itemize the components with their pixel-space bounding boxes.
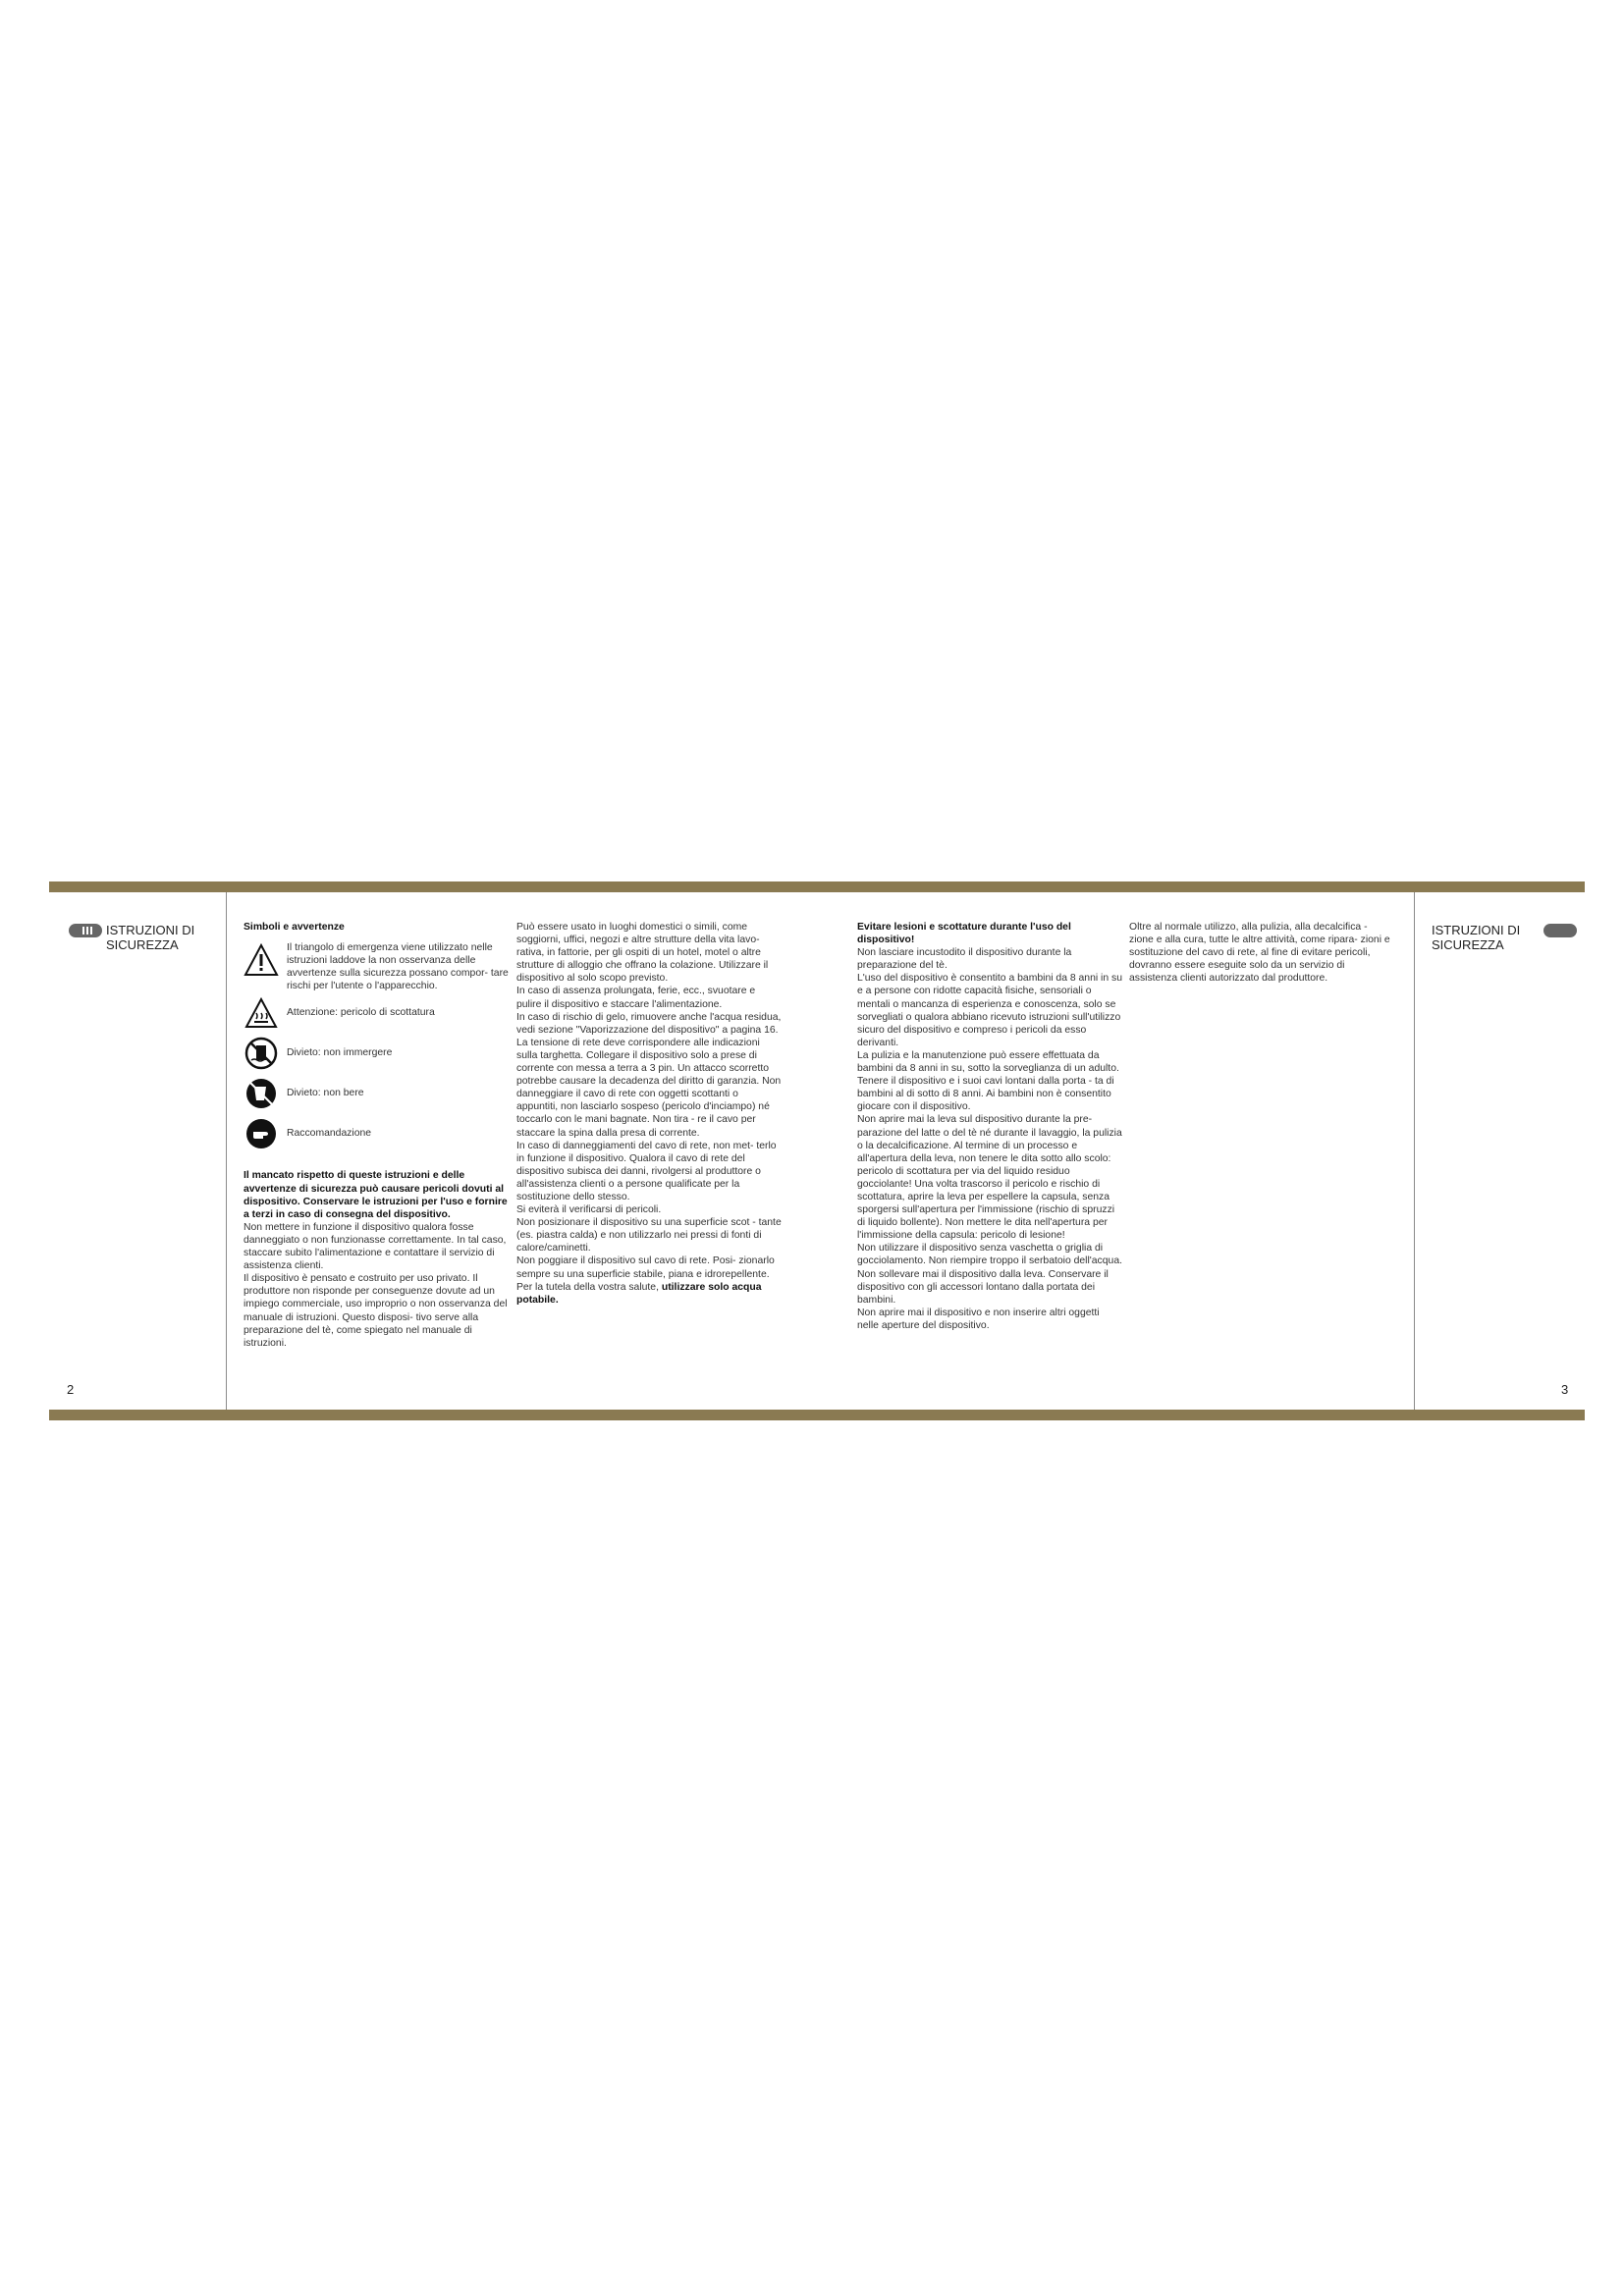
warning-triangle-icon [244, 943, 279, 979]
no-drink-icon [244, 1076, 279, 1111]
section-tab-icon-right [1543, 924, 1577, 937]
left-section-title: ISTRUZIONI DI SICUREZZA [106, 923, 195, 952]
symbol-label: Attenzione: pericolo di scottatura [287, 1007, 435, 1019]
symbol-row-recommend [244, 1113, 509, 1153]
right-section-title: ISTRUZIONI DI SICUREZZA [1432, 923, 1521, 952]
triangle-text-start: Il triangolo di emergenza viene utilizzato nelle istruzioni laddove la non osservanza delle avvertenze sulla sicurezza possano compor- tare rischi per l'utente o l'apparecchio. [287, 942, 509, 992]
symbol-label: Divieto: non bere [287, 1088, 364, 1099]
col4-body: Oltre al normale utilizzo, alla pulizia, alla decalcifica - zione e alla cura, tutte le altre attività, come ripara- zioni e sostituzione del cavo di rete, al fine di evitare pericoli, dovranno essere eseguite solo da un servizio di assistenza clienti autorizzato dal produttore. [1129, 922, 1390, 985]
column-usage [516, 921, 782, 1307]
symbol-label: Divieto: non immergere [287, 1047, 393, 1059]
left-margin-divider [226, 892, 227, 1410]
symbol-row-hot [244, 992, 509, 1033]
symbol-row-immerse [244, 1033, 509, 1073]
injuries-heading: Evitare lesioni e scottature durante l'uso del dispositivo! [857, 922, 1071, 946]
col2-closing-text: Per la tutela della vostra salute, [516, 1281, 662, 1293]
section-tab-icon [69, 924, 102, 937]
symbol-row-drink [244, 1073, 509, 1113]
warning-triangle-row [244, 941, 509, 992]
bottom-decorative-bar [49, 1410, 1585, 1420]
col3-body: Non lasciare incustodito il dispositivo durante la preparazione del tè. L'uso del dispositivo è consentito a bambini da 8 anni in su e a persone con ridotte capacità fisiche, sensoriali o mentali o mancanza di esperienza e conoscenza, solo se sorvegliati o qualora abbiano ricevuto istruzioni sull'utilizzo sicuro del dispositivo e compreso i pericoli da esso derivanti. La pulizia e la manutenzione può essere effettuata da bambini da 8 anni in su, sotto la sorveglianza di un adulto. Tenere il dispositivo e i suoi cavi lontani dalla porta - ta di bambini al di sotto di 8 anni. Ai bambini non è consentito giocare con il dispositivo. Non aprire mai la leva sul dispositivo durante la pre- parazione del latte o del tè né durante il lavaggio, la pulizia o la decalcificazione. Al termine di un processo e all'apertura della leva, non tenere le dita sotto allo scolo: pericolo di scottatura per via del liquido residuo gocciolante! Una volta trascorso il pericolo e rischio di scottatura, aprire la leva per espellere la capsula, senza sporgersi sull'apertura per l'immissione (rischio di spruzzi di liquido bollente). Non mettere le dita nell'apertura per l'immissione della capsula: pericolo di lesione! Non utilizzare il dispositivo senza vaschetta o griglia di gocciolamento. Non riempire troppo il serbatoio dell'acqua. Non sollevare mai il dispositivo dalla leva. Conservare il dispositivo con gli accessori lontano dalla portata dei bambini. Non aprire mai il dispositivo e non inserire altri oggetti nelle aperture del dispositivo. [857, 947, 1123, 1331]
column-injuries [857, 921, 1122, 1332]
column-symbols [244, 921, 509, 1350]
left-page-number: 2 [67, 1382, 75, 1397]
hot-surface-icon [244, 995, 279, 1031]
column-maintenance [1129, 921, 1394, 985]
right-margin-divider [1414, 892, 1415, 1410]
recommendation-icon [244, 1116, 279, 1151]
no-immerse-icon [244, 1036, 279, 1071]
top-decorative-bar [49, 881, 1585, 892]
col2-closing-bold: utilizzare solo acqua potabile. [516, 1281, 762, 1306]
right-page-number: 3 [1561, 1382, 1569, 1397]
symbol-label: Raccomandazione [287, 1128, 372, 1140]
col2-body: Può essere usato in luoghi domestici o simili, come soggiorni, uffici, negozi e altre strutture della vita lavo- rativa, in fattorie, per gli ospiti di un hotel, motel o altre strutture di alloggio che offrano la colazione. Utilizzare il dispositivo al solo scopo previsto. In caso di assenza prolungata, ferie, ecc., svuotare e pulire il dispositivo e staccare l'alimentazione. In caso di rischio di gelo, rimuovere anche l'acqua residua, vedi sezione "Vaporizzazione del dispositivo" a pagina 16. La tensione di rete deve corrispondere alle indicazioni sulla targhetta. Collegare il dispositivo solo a prese di corrente con messa a terra a 3 pin. Un attacco scorretto potrebbe causare la decadenza del diritto di garanzia. Non danneggiare il cavo di rete con oggetti scottanti o appuntiti, non lasciarlo sospeso (pericolo d'inciampo) né toccarlo con le mani bagnate. Non tira - re il cavo per staccare la spina dalla presa di corrente. In caso di danneggiamenti del cavo di rete, non met- terlo in funzione il dispositivo. Qualora il cavo di rete del dispositivo subisca dei danni, rivolgersi al produttore o all'assistenza clienti o a persone qualificate per la sostituzione dello stesso. Si eviterà il verificarsi di pericoli. Non posizionare il dispositivo su una superficie scot - tante (es. piastra calda) e non utilizzarlo nei pressi di fonti di calore/caminetti. Non poggiare il dispositivo sul cavo di rete. Posi- zionarlo sempre su una superficie stabile, piana e idrorepellente. [516, 922, 782, 1280]
bold-warning: Il mancato rispetto di queste istruzioni e delle avvertenze di sicurezza può causare pericoli dovuti al dispositivo. Conservare le istruzioni per l'uso e fornire a terzi in caso di consegna del dispositivo. [244, 1170, 508, 1220]
col1-body: Non mettere in funzione il dispositivo qualora fosse danneggiato o non funzionasse correttamente. In tal caso, staccare subito l'alimentazione e contattare il servizio di assistenza clienti. Il dispositivo è pensato e costruito per uso privato. Il produttore non risponde per conseguenze dovute ad un impiego commerciale, uso improprio o non osservanza del manuale di istruzioni. Questo disposi- tivo serve alla preparazione del tè, come spiegato nel manuale di istruzioni. [244, 1221, 508, 1349]
symbols-heading: Simboli e avvertenze [244, 922, 345, 933]
